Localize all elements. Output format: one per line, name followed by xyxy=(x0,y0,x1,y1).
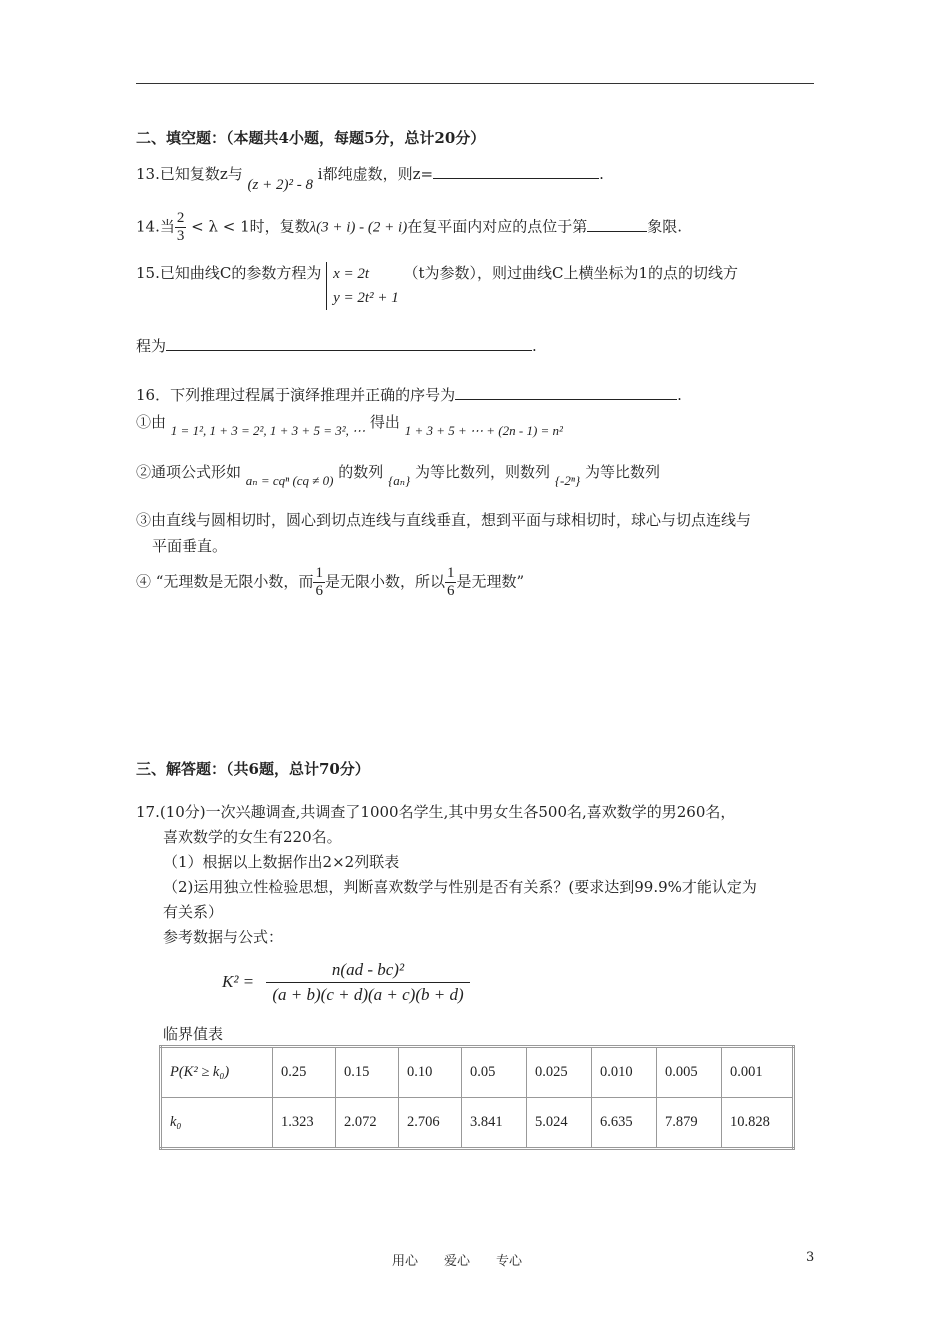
opt4-frac2-den: 6 xyxy=(446,583,455,599)
q14-expr: λ(3 + i) - (2 + i) xyxy=(309,219,408,236)
option-3-line1: ③由直线与圆相切时，圆心到切点连线与直线垂直，想到平面与球相切时，球心与切点连线与 xyxy=(136,511,752,529)
opt4-b: 是无限小数，所以 xyxy=(324,572,445,591)
q13-end: . xyxy=(599,165,604,183)
opt4-frac2-num: 1 xyxy=(446,565,455,581)
table-title: 临界值表 xyxy=(163,1025,224,1043)
opt4-c: 是无理数” xyxy=(456,572,525,591)
q16-answer-blank xyxy=(455,385,677,400)
opt4-frac1-num: 1 xyxy=(315,565,323,581)
footer-motto: 用心 爱心 专心 xyxy=(392,1254,523,1269)
q17-reference: 参考数据与公式： xyxy=(163,928,284,946)
table-cell: 0.001 xyxy=(722,1047,794,1098)
q14-end: 象限. xyxy=(647,217,682,236)
table-row xyxy=(161,1047,794,1098)
table-cell: 5.024 xyxy=(527,1098,592,1149)
opt4-a: ④ “无理数是无限小数，而 xyxy=(136,572,314,591)
q14-answer-blank xyxy=(587,217,647,232)
q14-frac-den: 3 xyxy=(176,228,185,244)
section2-heading: 二、填空题：（本题共4小题，每题5分，总计20分） xyxy=(136,129,486,147)
option-2 xyxy=(136,461,660,488)
opt2-g: 为等比数列 xyxy=(584,463,660,481)
q16-end: . xyxy=(677,386,682,404)
table-cell: 2.706 xyxy=(399,1098,462,1149)
q17-line1: 17.(10分)一次兴趣调查,共调查了1000名学生,其中男女生各500名,喜欢数学的男260名， xyxy=(136,803,736,821)
formula-numerator: n(ad - bc)² xyxy=(266,960,470,983)
q15-param: （t为参数），则过曲线C上横坐标为1的点的切线方 xyxy=(403,264,739,282)
question-13 xyxy=(136,163,604,193)
opt4-frac1-den: 6 xyxy=(315,583,323,599)
q13-expr: (z + 2)² - 8 xyxy=(247,177,313,193)
formula-fraction xyxy=(266,960,470,1005)
opt1-c: 得出 xyxy=(369,413,400,431)
q17-line2: 喜欢数学的女生有220名。 xyxy=(163,828,342,846)
question-14 xyxy=(136,210,682,245)
q17-part2-line2: 有关系） xyxy=(163,903,224,921)
table-cell: 0.10 xyxy=(399,1047,462,1098)
formula-denominator: (a + b)(c + d)(a + c)(b + d) xyxy=(272,985,464,1004)
table-row xyxy=(161,1098,794,1149)
q15-end: . xyxy=(532,337,537,355)
q14-fraction xyxy=(175,210,187,245)
q15-eq2: y = 2t² + 1 xyxy=(333,290,399,306)
table-row-head: k₀ xyxy=(161,1098,273,1149)
option-3-line2: 平面垂直。 xyxy=(152,537,228,555)
q15-prefix: 15.已知曲线C的参数方程为 xyxy=(136,264,322,282)
opt2-a: ②通项公式形如 xyxy=(136,463,242,481)
table-cell: 0.025 xyxy=(527,1047,592,1098)
q14-frac-num: 2 xyxy=(176,210,185,226)
table-cell: 0.005 xyxy=(657,1047,722,1098)
q13-mid: 都纯虚数，则z= xyxy=(322,165,434,183)
table-row-head: P(K² ≥ k₀) xyxy=(161,1047,273,1098)
q15-answer-blank xyxy=(166,336,532,351)
q14-cond: < λ < 1时，复数 xyxy=(191,217,310,236)
table-cell: 7.879 xyxy=(657,1098,722,1149)
q15-eq1: x = 2t xyxy=(333,266,370,282)
opt2-e: 为等比数列，则数列 xyxy=(415,463,551,481)
q17-part2-line1: （2)运用独立性检验思想，判断喜欢数学与性别是否有关系？(要求达到99.9%才能认定为 xyxy=(163,878,757,896)
q16-prefix: 16．下列推理过程属于演绎推理并正确的序号为 xyxy=(136,386,456,404)
option-4 xyxy=(136,565,524,600)
question-16 xyxy=(136,384,682,405)
opt2-b: aₙ = cqⁿ (cq ≠ 0) xyxy=(245,473,334,488)
formula-left: K² = xyxy=(222,972,255,991)
q13-answer-blank xyxy=(433,164,599,179)
q15-param-system xyxy=(326,262,399,310)
section3-heading: 三、解答题：（共6题，总计70分） xyxy=(136,760,370,778)
table-cell: 0.05 xyxy=(462,1047,527,1098)
page-number: 3 xyxy=(806,1250,815,1265)
table-cell: 1.323 xyxy=(273,1098,336,1149)
table-cell: 0.25 xyxy=(273,1047,336,1098)
opt1-b: 1 = 1², 1 + 3 = 2², 1 + 3 + 5 = 3², ⋯ xyxy=(170,423,366,438)
opt4-fraction-1 xyxy=(313,565,325,600)
table-cell: 10.828 xyxy=(722,1098,794,1149)
q14-mid: 在复平面内对应的点位于第 xyxy=(407,217,588,236)
opt4-fraction-2 xyxy=(445,565,457,600)
option-1 xyxy=(136,411,563,438)
table-cell: 6.635 xyxy=(592,1098,657,1149)
header-rule xyxy=(136,83,814,84)
q13-i: i xyxy=(317,165,323,183)
table-cell: 3.841 xyxy=(462,1098,527,1149)
q15-line2: 程为 xyxy=(136,337,167,355)
table-cell: 0.15 xyxy=(336,1047,399,1098)
critical-value-table xyxy=(159,1045,795,1150)
q13-prefix: 13.已知复数z与 xyxy=(136,165,243,183)
opt1-a: ①由 xyxy=(136,413,167,431)
opt2-f: {-2ⁿ} xyxy=(554,473,581,488)
question-15-line2 xyxy=(136,335,537,356)
q17-part1: （1）根据以上数据作出2×2列联表 xyxy=(163,853,400,871)
question-15 xyxy=(136,262,738,310)
table-cell: 0.010 xyxy=(592,1047,657,1098)
q14-prefix: 14.当 xyxy=(136,217,175,236)
opt2-d: {aₙ} xyxy=(388,473,411,488)
opt1-d: 1 + 3 + 5 + ⋯ + (2n - 1) = n² xyxy=(404,423,563,438)
opt2-c: 的数列 xyxy=(338,463,384,481)
table-cell: 2.072 xyxy=(336,1098,399,1149)
